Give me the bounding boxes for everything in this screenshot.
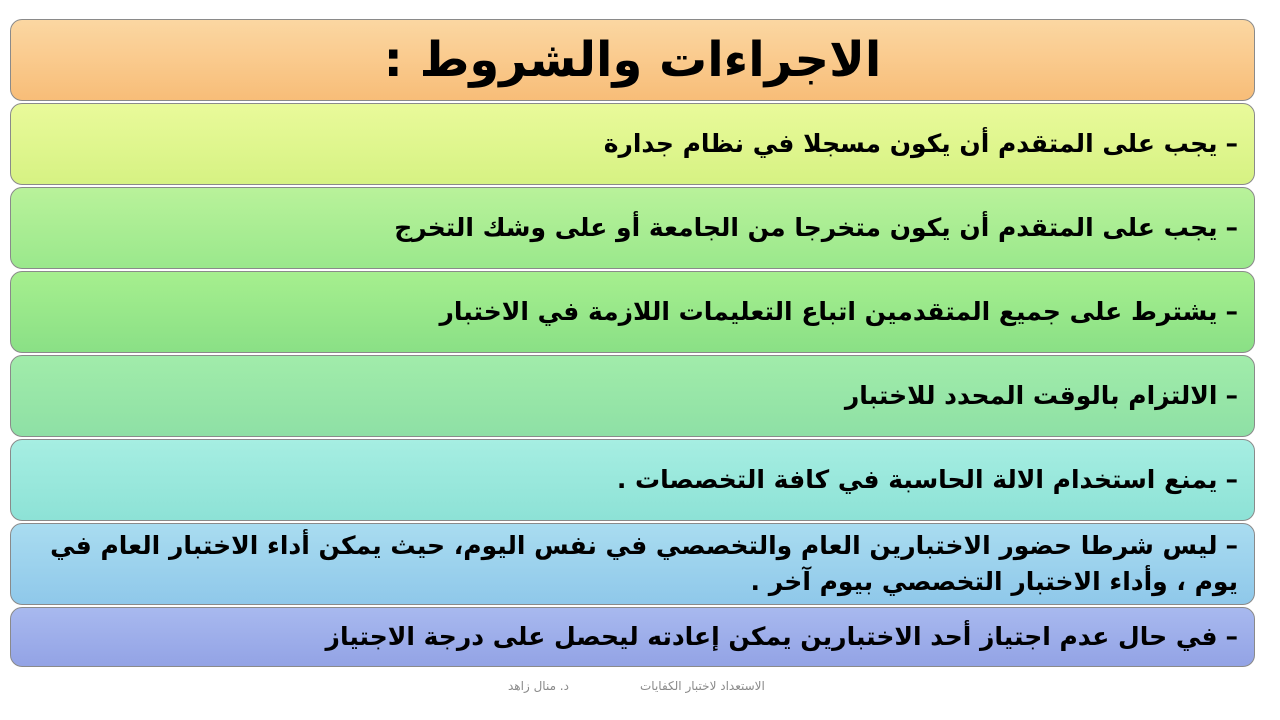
item-text: الالتزام بالوقت المحدد للاختبار [844, 381, 1218, 410]
item-text: يجب على المتقدم أن يكون مسجلا في نظام جدارة [603, 129, 1218, 158]
condition-item-7 [10, 607, 1255, 667]
item-dash: – [1225, 129, 1238, 158]
condition-item-4 [10, 355, 1255, 437]
item-dash: – [1225, 297, 1238, 326]
item-text: يمنع استخدام الالة الحاسبة في كافة التخصصات . [616, 465, 1218, 494]
item-dash: – [1225, 622, 1238, 651]
item-text: في حال عدم اجتياز أحد الاختبارين يمكن إعادته ليحصل على درجة الاجتياز [325, 622, 1218, 651]
condition-item-6 [10, 523, 1255, 605]
condition-item-2 [10, 187, 1255, 269]
slide-title-box [10, 19, 1255, 101]
footer-course-title: الاستعداد لاختبار الكفايات [640, 679, 765, 693]
item-dash: – [1225, 381, 1238, 410]
condition-item-1 [10, 103, 1255, 185]
item-text: يجب على المتقدم أن يكون متخرجا من الجامعة أو على وشك التخرج [394, 213, 1218, 242]
slide-title: الاجراءات والشروط : [383, 32, 882, 88]
item-text: يشترط على جميع المتقدمين اتباع التعليمات اللازمة في الاختبار [439, 297, 1218, 326]
item-dash: – [1225, 213, 1238, 242]
footer-author: د. منال زاهد [508, 679, 569, 693]
item-dash: – [1225, 465, 1238, 494]
item-text: ليس شرطا حضور الاختبارين العام والتخصصي في نفس اليوم، حيث يمكن أداء الاختبار العام في يوم ، وأداء الاختبار التخصصي بيوم آخر . [50, 531, 1238, 596]
item-dash: – [1225, 531, 1238, 560]
condition-item-5 [10, 439, 1255, 521]
condition-item-3 [10, 271, 1255, 353]
